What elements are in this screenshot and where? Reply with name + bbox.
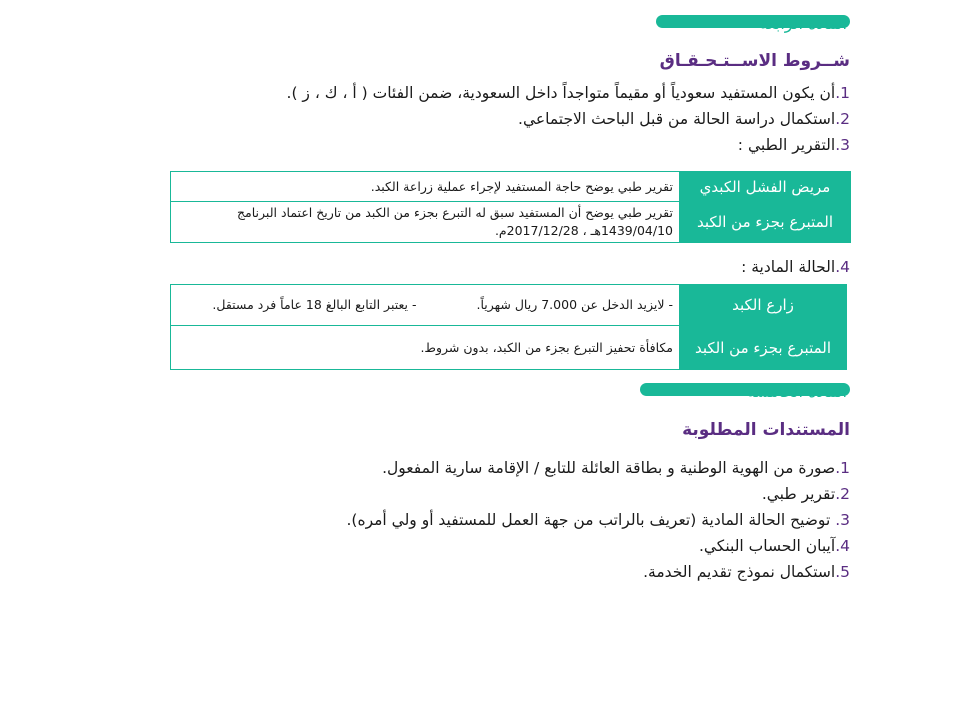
- eligibility-conditions: [287, 80, 850, 158]
- article4-heading: المادة الرابعة: [759, 14, 847, 33]
- row-description: تقرير طبي يوضح حاجة المستفيد لإجراء عملية زراعة الكبد.: [171, 172, 680, 202]
- row-label: مريض الفشل الكبدي: [680, 172, 851, 202]
- eligibility-title: شــروط الاســتـحـقـاق: [659, 51, 850, 71]
- row-label: المتبرع بجزء من الكبد: [680, 326, 847, 370]
- list-item: 1.أن يكون المستفيد سعودياً أو مقيماً متواجداً داخل السعودية، ضمن الفئات ( أ ، ك ، ز ).: [286, 84, 850, 102]
- table-row: [171, 285, 847, 326]
- list-item: 4.آيبان الحساب البنكي.: [698, 537, 850, 555]
- financial-table: [170, 284, 847, 370]
- income-limit-text: - لايزيد الدخل عن 7.000 ريال شهرياً.: [476, 297, 673, 312]
- financial-condition: 4.الحالة المادية :: [741, 258, 850, 276]
- row-label: المتبرع بجزء من الكبد: [680, 202, 851, 243]
- medical-report-table: [170, 171, 851, 243]
- required-documents: [346, 455, 850, 585]
- row-description: [171, 285, 680, 326]
- list-item: 2.تقرير طبي.: [761, 485, 850, 503]
- table-row: [171, 202, 851, 243]
- documents-title: المستندات المطلوبة: [682, 420, 850, 440]
- article5-heading: المادة الخامسة: [747, 382, 847, 401]
- row-description: تقرير طبي يوضح أن المستفيد سبق له التبرع بجزء من الكبد من تاريخ اعتماد البرنامج 1439/04/10هـ ، 2017/12/28م.: [171, 202, 680, 243]
- list-item: 3.التقرير الطبي :: [737, 136, 850, 154]
- table-row: [171, 326, 847, 370]
- list-item: 5.استكمال نموذج تقديم الخدمة.: [643, 563, 850, 581]
- row-description: مكافأة تحفيز التبرع بجزء من الكبد، بدون شروط.: [171, 326, 680, 370]
- table-row: [171, 172, 851, 202]
- dependent-adult-text: - يعتبر التابع البالغ 18 عاماً فرد مستقل.: [212, 297, 417, 312]
- row-label: زارع الكبد: [680, 285, 847, 326]
- list-item: 2.استكمال دراسة الحالة من قبل الباحث الاجتماعي.: [518, 110, 850, 128]
- list-item: 1.صورة من الهوية الوطنية و بطاقة العائلة للتابع / الإقامة سارية المفعول.: [382, 459, 850, 477]
- list-item: 3. توضيح الحالة المادية (تعريف بالراتب من جهة العمل للمستفيد أو ولي أمره).: [346, 511, 850, 529]
